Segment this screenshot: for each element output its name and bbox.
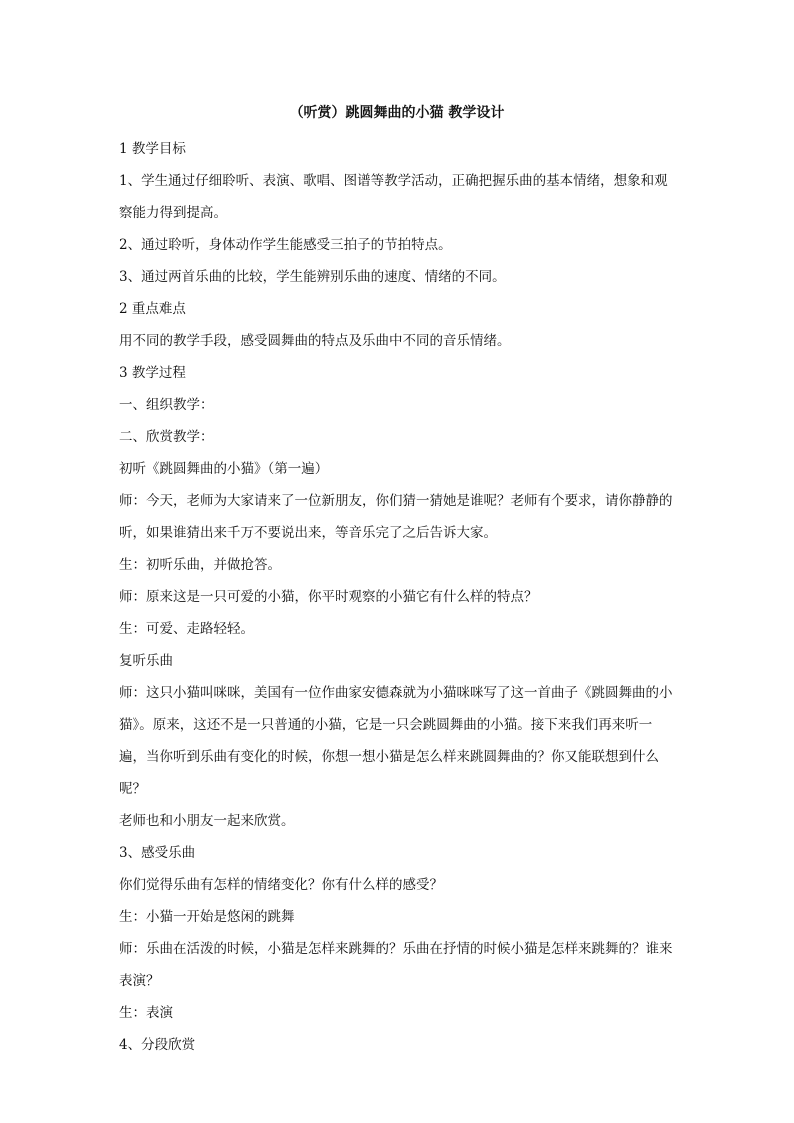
paragraph: 生：初听乐曲，并做抢答。 — [119, 557, 281, 573]
paragraph: 3、感受乐曲 — [119, 845, 196, 861]
paragraph: 师：乐曲在活泼的时候，小猫是怎样来跳舞的？乐曲在抒情的时候小猫是怎样来跳舞的？谁来表演？ — [119, 941, 673, 989]
paragraph: 师：今天，老师为大家请来了一位新朋友，你们猜一猜她是谁呢？老师有个要求，请你静静的听，如果谁猜出来千万不要说出来，等音乐完了之后告诉大家。 — [119, 493, 673, 541]
paragraph: 2、通过聆听，身体动作学生能感受三拍子的节拍特点。 — [119, 237, 452, 253]
section-heading-key-points: 2 重点难点 — [119, 301, 186, 317]
paragraph: 生：表演 — [119, 1005, 173, 1021]
paragraph: 4、分段欣赏 — [119, 1037, 196, 1053]
document-title: （听赏）跳圆舞曲的小猫 教学设计 — [289, 105, 505, 121]
paragraph: 一、组织教学： — [119, 397, 214, 413]
paragraph: 师：这只小猫叫咪咪，美国有一位作曲家安德森就为小猫咪咪写了这一首曲子《跳圆舞曲的小猫》。原来，这还不是一只普通的小猫，它是一只会跳圆舞曲的小猫。接下来我们再来听一遍，当你听到乐曲有变化的时候，你想一想小猫是怎么样来跳圆舞曲的？你又能联想到什么呢？ — [119, 685, 673, 797]
document-body — [119, 133, 679, 1061]
paragraph: 1、学生通过仔细聆听、表演、歌唱、图谱等教学活动，正确把握乐曲的基本情绪，想象和观察能力得到提高。 — [119, 173, 668, 221]
paragraph: 初听《跳圆舞曲的小猫》（第一遍） — [119, 461, 329, 477]
section-heading-objectives: 1 教学目标 — [119, 141, 186, 157]
paragraph: 生：可爱、走路轻轻。 — [119, 621, 254, 637]
paragraph: 生：小猫一开始是悠闲的跳舞 — [119, 909, 295, 925]
section-heading-process: 3 教学过程 — [119, 365, 186, 381]
paragraph: 二、欣赏教学： — [119, 429, 214, 445]
paragraph: 用不同的教学手段，感受圆舞曲的特点及乐曲中不同的音乐情绪。 — [119, 333, 511, 349]
paragraph: 老师也和小朋友一起来欣赏。 — [119, 813, 295, 829]
paragraph: 师：原来这是一只可爱的小猫，你平时观察的小猫它有什么样的特点？ — [119, 589, 538, 605]
paragraph: 复听乐曲 — [119, 653, 173, 669]
paragraph: 3、通过两首乐曲的比较，学生能辨别乐曲的速度、情绪的不同。 — [119, 269, 506, 285]
paragraph: 你们觉得乐曲有怎样的情绪变化？你有什么样的感受？ — [119, 877, 443, 893]
